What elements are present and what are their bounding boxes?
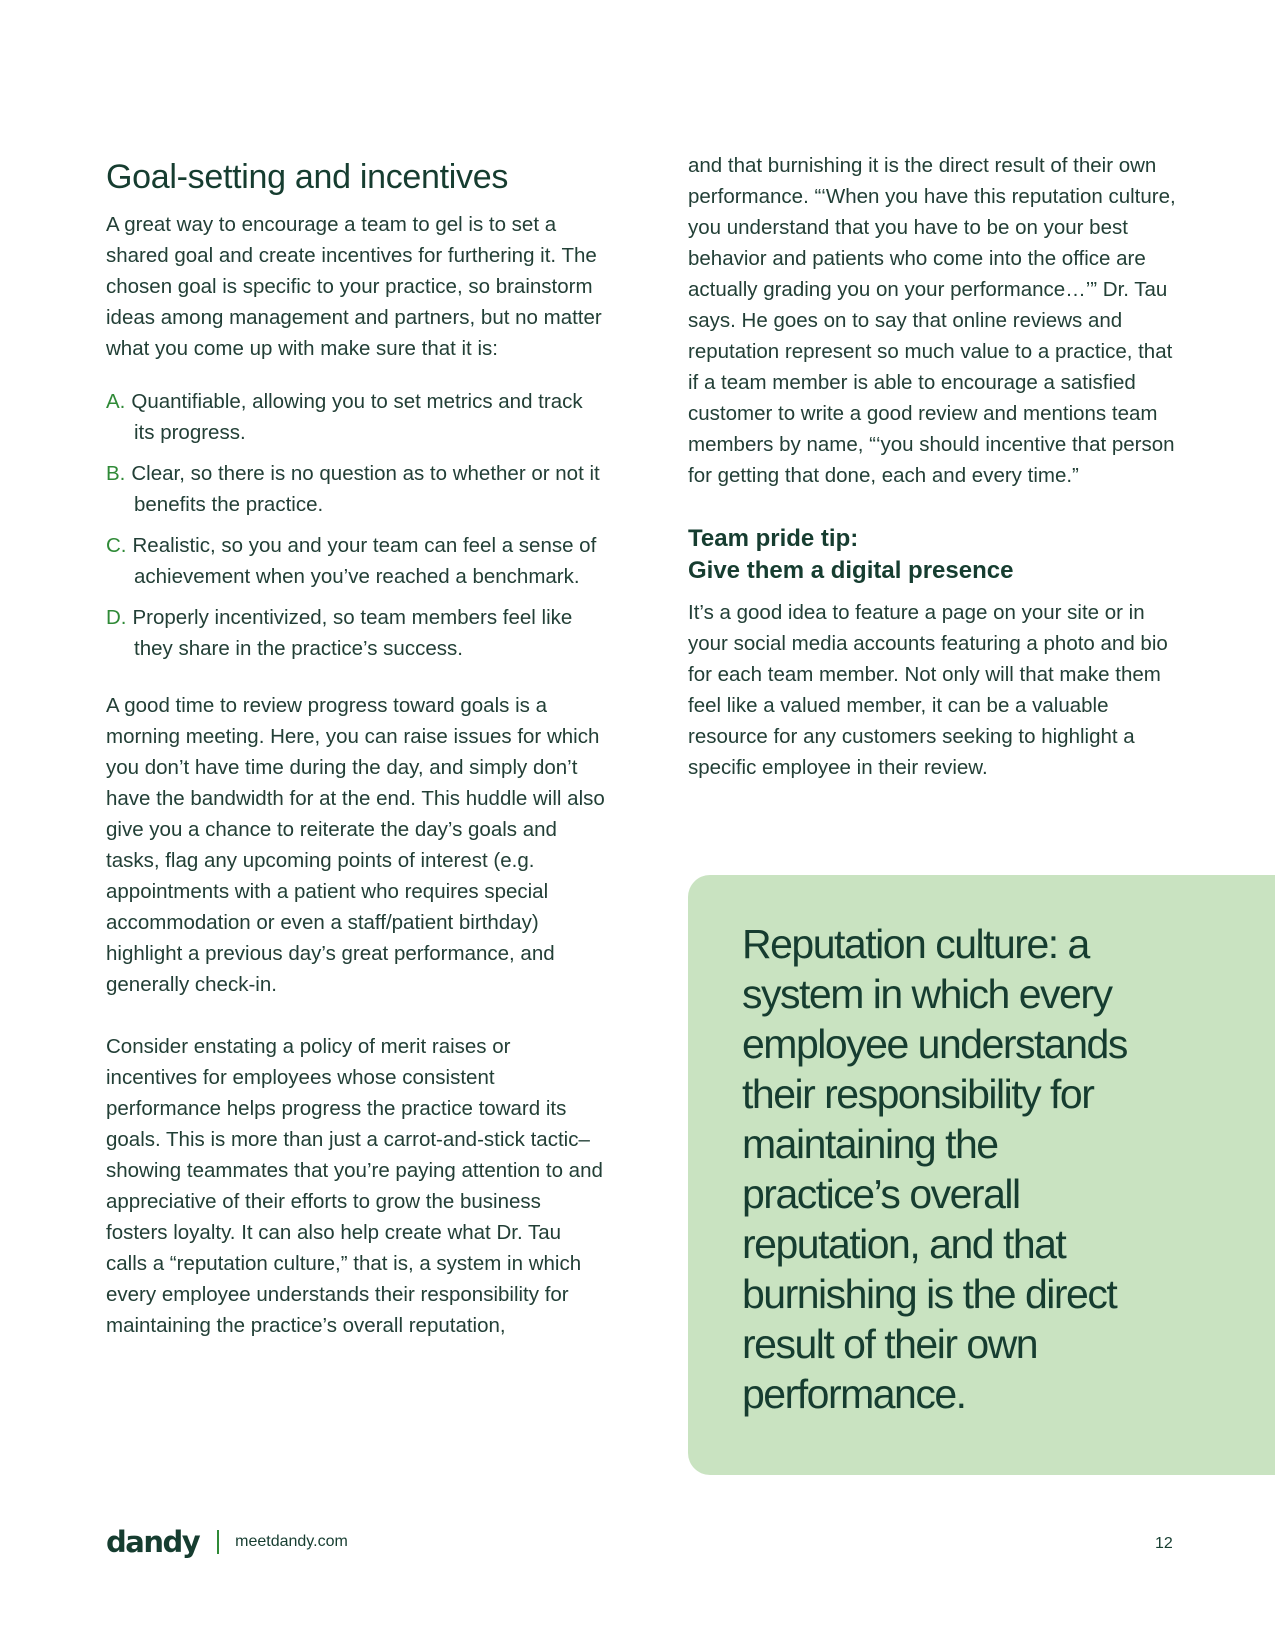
list-marker: C.	[106, 534, 127, 557]
footer	[106, 1525, 348, 1559]
dandy-logo: dandy	[106, 1525, 200, 1559]
page-number: 12	[1155, 1535, 1173, 1552]
goal-criteria-list	[106, 386, 606, 664]
tip-body-paragraph: It’s a good idea to feature a page on your site or in your social media accounts featuring a photo and bio for each team member. Not only will that make them feel like a valued member, it can be a valuable resource for any customers seeking to highlight a specific employee in their review.	[688, 601, 1168, 779]
list-item	[106, 386, 606, 448]
tip-heading-line-1: Team pride tip:	[688, 525, 859, 552]
footer-site-link[interactable]: meetdandy.com	[235, 1533, 348, 1550]
list-item-text: Realistic, so you and your team can feel a sense of achievement when you’ve reached a benchmark.	[132, 534, 597, 588]
intro-paragraph: A great way to encourage a team to gel is to set a shared goal and create incentives for furthering it. The chosen goal is specific to your practice, so brainstorm ideas among management and partners, but no matter what you come up with make sure that it is:	[106, 213, 602, 360]
list-marker: D.	[106, 606, 127, 629]
left-column	[106, 150, 606, 1341]
footer-divider	[217, 1530, 219, 1554]
tip-heading-line-2: Give them a digital presence	[688, 557, 1014, 584]
list-item	[106, 458, 606, 520]
list-item-text: Properly incentivized, so team members feel like they share in the practice’s success.	[132, 606, 573, 660]
list-item	[106, 602, 606, 664]
morning-meeting-paragraph: A good time to review progress toward goals is a morning meeting. Here, you can raise issues for which you don’t have time during the day, and simply don’t have the bandwidth for at the end. This huddle will also give you a chance to reiterate the day’s goals and tasks, flag any upcoming points of interest (e.g. appointments with a patient who requires special accommodation or even a staff/patient birthday) highlight a previous day’s great performance, and generally check-in.	[106, 694, 605, 996]
continuation-paragraph: and that burnishing it is the direct result of their own performance. “‘When you have this reputation culture, you understand that you have to be on your best behavior and patients who come into the office are actually grading you on your performance…’” Dr. Tau says. He goes on to say that online reviews and reputation represent so much value to a practice, that if a team member is able to encourage a satisfied customer to write a good review and mentions team members by name, “‘you should incentive that person for getting that done, each and every time.”	[688, 154, 1176, 487]
merit-raises-paragraph: Consider enstating a policy of merit raises or incentives for employees whose consistent performance helps progress the practice toward its goals. This is more than just a carrot-and-stick tactic–showing teammates that you’re paying attention to and appreciative of their efforts to grow the business fosters loyalty. It can also help create what Dr. Tau calls a “reputation culture,” that is, a system in which every employee understands their responsibility for maintaining the practice’s overall reputation,	[106, 1035, 603, 1337]
list-item-text: Clear, so there is no question as to whether or not it benefits the practice.	[131, 462, 600, 516]
list-item	[106, 530, 606, 592]
list-item-text: Quantifiable, allowing you to set metrics and track its progress.	[131, 390, 583, 444]
section-title: Goal-setting and incentives	[106, 158, 509, 196]
right-column	[688, 150, 1188, 783]
callout-quote: Reputation culture: a system in which every employee understands their responsibility for maintaining the practice’s overall reputation, and that burnishing is the direct result of their own performance.	[742, 921, 1127, 1417]
callout-box	[688, 875, 1275, 1475]
tip-heading	[688, 523, 1188, 587]
list-marker: A.	[106, 390, 126, 413]
list-marker: B.	[106, 462, 126, 485]
